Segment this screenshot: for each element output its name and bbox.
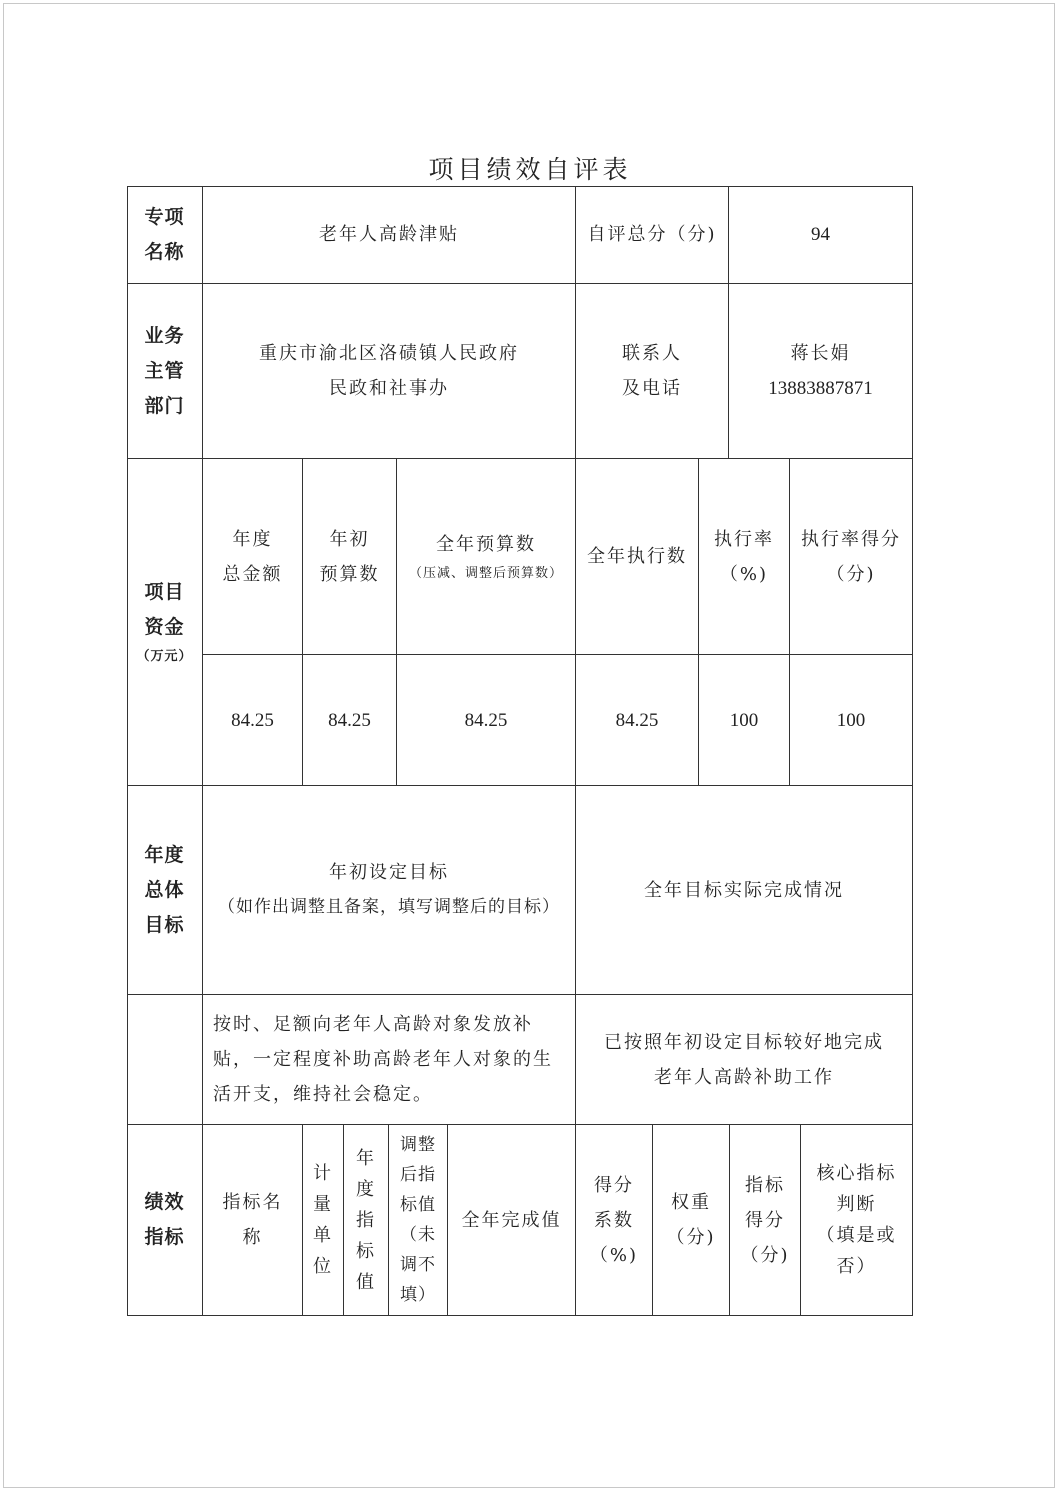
header-line: （分) [740,1244,790,1266]
label-line: 资金 [144,616,185,638]
contact-label-line: 及电话 [622,378,682,399]
header-line: 指标名 [222,1192,283,1213]
funds-header-budget [397,459,576,655]
goals-set-text [203,995,576,1125]
goals-actual-line: 已按照年初设定目标较好地完成 [604,1031,884,1053]
label-line: 绩效 [144,1191,185,1213]
header-line: 度 [356,1178,376,1200]
goals-set-header [203,786,576,995]
header-line: 计 [313,1163,333,1184]
header-line: 值 [356,1271,376,1293]
funds-value-rate: 100 [699,655,790,786]
goals-actual-text [576,995,913,1125]
goals-actual-title: 全年目标实际完成情况 [644,879,844,901]
project-name-label-cell [127,186,203,284]
funds-unit: （万元） [136,649,193,664]
header-line: 后指 [400,1165,436,1185]
indicator-header-weight [653,1125,730,1316]
contact-value [729,284,913,459]
header-line: 指标 [745,1174,785,1196]
label-line: 总体 [144,878,185,901]
label-line: 项目 [144,581,185,603]
funds-label-cell [127,459,203,786]
indicator-header-actual [448,1125,576,1316]
header-line: 得分 [745,1209,785,1231]
funds-value-rate-score: 100 [790,655,913,786]
project-name-value [203,186,576,284]
contact-label-line: 联系人 [622,343,682,364]
header-line: 量 [313,1194,333,1215]
header-line: （分) [826,563,876,585]
goals-set-line: 贴，一定程度补助高龄老年人对象的生 [213,1049,553,1070]
header-line: 年初 [329,528,370,550]
header-line: 权重 [671,1192,711,1213]
contact-label [576,284,729,459]
indicators-label-cell [127,1125,203,1316]
header-line: 总金额 [222,563,283,585]
header-line: 调整 [400,1135,436,1155]
goals-set-title: 年初设定目标 [329,862,449,883]
header-line: 指 [356,1209,376,1231]
form-title: 项目绩效自评表 [428,155,632,184]
header-line: 标 [356,1240,376,1262]
header-line: 系数 [594,1209,634,1231]
label-line: 年度 [144,843,185,866]
funds-value-executed: 84.25 [576,655,699,786]
indicator-header-unit [303,1125,344,1316]
label-line: 主管 [144,359,185,382]
header-line: （填是或 [816,1225,897,1246]
self-score-value-text: 94 [811,224,830,245]
funds-header-executed [576,459,699,655]
goals-label-cell [127,786,203,995]
header-line: 全年执行数 [587,546,687,567]
header-line: 全年完成值 [461,1209,562,1231]
header-line: 单 [313,1225,333,1246]
header-line: （%) [589,1244,639,1266]
funds-value-total: 84.25 [203,655,303,786]
project-name-text: 老年人高龄津贴 [319,224,459,245]
department-value [203,284,576,459]
funds-value-initial: 84.25 [303,655,397,786]
indicator-header-name [203,1125,303,1316]
header-line: （%) [719,563,769,585]
label-line: 名称 [144,240,185,263]
goals-set-note: （如作出调整且备案，填写调整后的目标） [218,897,560,917]
header-line: 执行率 [714,528,774,550]
header-line: 判断 [836,1194,877,1215]
contact-name: 蒋长娟 [790,343,851,364]
header-line: 位 [313,1256,333,1277]
header-line: 预算数 [319,563,380,585]
label-line: 部门 [144,394,185,417]
header-line: 年度 [232,528,273,550]
label-line: 专项 [144,205,185,228]
goals-actual-header [576,786,913,995]
goals-set-line: 活开支，维持社会稳定。 [213,1084,433,1105]
header-line: 全年预算数 [436,534,536,555]
label-line: 目标 [144,913,185,936]
header-line: 否） [836,1256,877,1277]
self-score-label [576,186,729,284]
header-line: 填） [400,1285,436,1305]
funds-header-rate [699,459,790,655]
contact-phone: 13883887871 [768,378,873,399]
funds-value-budget: 84.25 [397,655,576,786]
department-line: 民政和社事办 [329,378,449,399]
funds-header-initial [303,459,397,655]
header-note: （压减、调整后预算数） [408,566,563,581]
header-line: 年 [356,1147,376,1169]
indicator-header-score [730,1125,801,1316]
header-line: 得分 [594,1174,634,1196]
funds-header-rate-score [790,459,913,655]
department-label-cell [127,284,203,459]
goals-actual-line: 老年人高龄补助工作 [654,1066,834,1088]
goals-content-label-cell [127,995,203,1125]
header-line: 执行率得分 [801,528,901,550]
self-score-value [729,186,913,284]
header-line: （未 [400,1225,436,1245]
self-score-label-text: 自评总分（分) [587,224,717,245]
label-line: 指标 [144,1226,185,1248]
header-line: 标值 [400,1195,436,1215]
header-line: 调不 [400,1255,436,1275]
header-line: 称 [242,1227,263,1248]
goals-set-line: 按时、足额向老年人高龄对象发放补 [213,1014,533,1035]
indicator-header-core [801,1125,913,1316]
header-line: （分) [666,1227,716,1248]
header-line: 核心指标 [816,1163,897,1184]
indicator-header-coefficient [576,1125,653,1316]
funds-header-total [203,459,303,655]
label-line: 业务 [144,324,185,347]
indicator-header-annual-target [344,1125,389,1316]
indicator-header-adjusted-target [389,1125,448,1316]
department-line: 重庆市渝北区洛碛镇人民政府 [259,343,519,364]
